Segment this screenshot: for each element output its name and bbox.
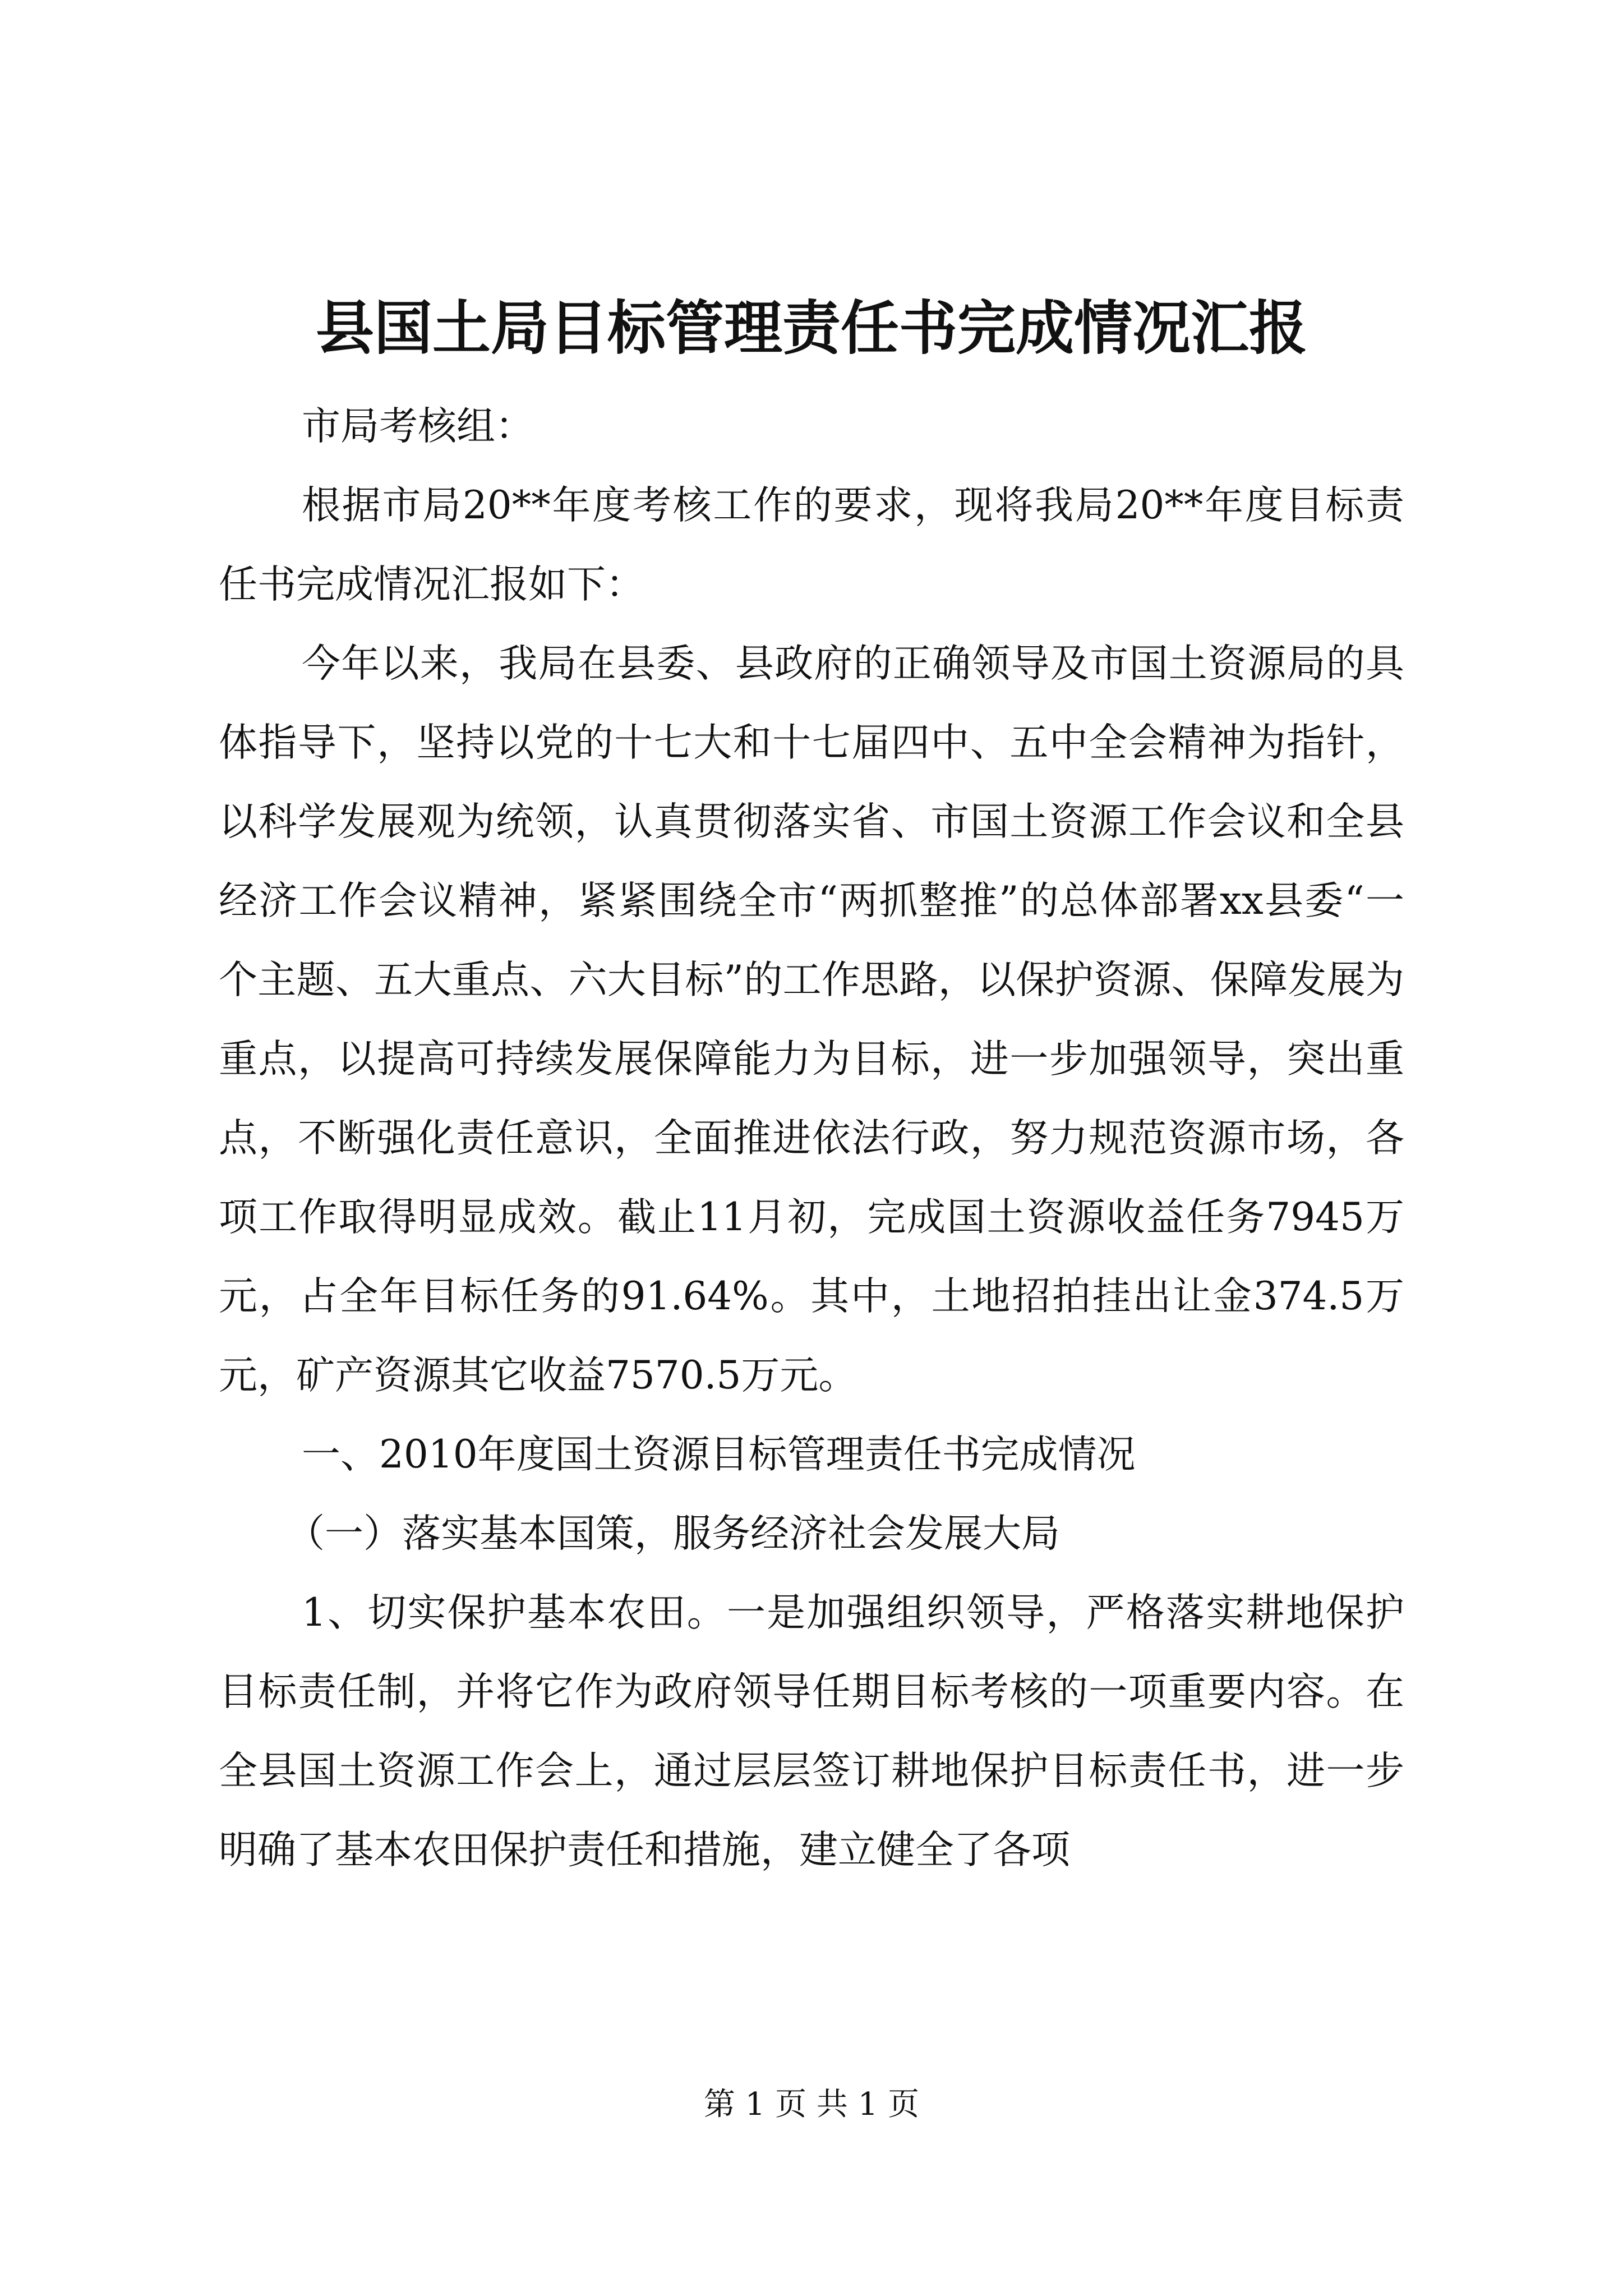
paragraph-overview: 今年以来，我局在县委、县政府的正确领导及市国土资源局的具体指导下，坚持以党的十七大和十七届四中、五中全会精神为指针，以科学发展观为统领，认真贯彻落实省、市国土资源工作会议和全县经济工作会议精神，紧紧围绕全市“两抓整推”的总体部署xx县委“一个主题、五大重点、六大目标”的工作思路，以保护资源、保障发展为重点，以提高可持续发展保障能力为目标，进一步加强领导，突出重点，不断强化责任意识，全面推进依法行政，努力规范资源市场，各项工作取得明显成效。截止11月初，完成国土资源收益任务7945万元，占全年目标任务的91.64%。其中，土地招拍挂出让金374.5万元，矿产资源其它收益7570.5万元。 [219, 641, 1404, 1398]
paragraph-intro: 根据市局20**年度考核工作的要求，现将我局20**年度目标责任书完成情况汇报如下： [219, 483, 1404, 607]
document-title: 县国土局目标管理责任书完成情况汇报 [315, 293, 1307, 362]
paragraph-salutation: 市局考核组： [302, 404, 534, 449]
section-heading: 一、2010年度国土资源目标管理责任书完成情况 [302, 1432, 1136, 1477]
document-body [219, 387, 1404, 1890]
subsection-heading: （一）落实基本国策，服务经济社会发展大局 [286, 1511, 1060, 1556]
page-number-footer: 第 1 页 共 1 页 [703, 2086, 920, 2123]
paragraph-farmland: 1、切实保护基本农田。一是加强组织领导，严格落实耕地保护目标责任制，并将它作为政府领导任期目标考核的一项重要内容。在全县国土资源工作会上，通过层层签订耕地保护目标责任书，进一步明确了基本农田保护责任和措施，建立健全了各项 [219, 1590, 1404, 1872]
